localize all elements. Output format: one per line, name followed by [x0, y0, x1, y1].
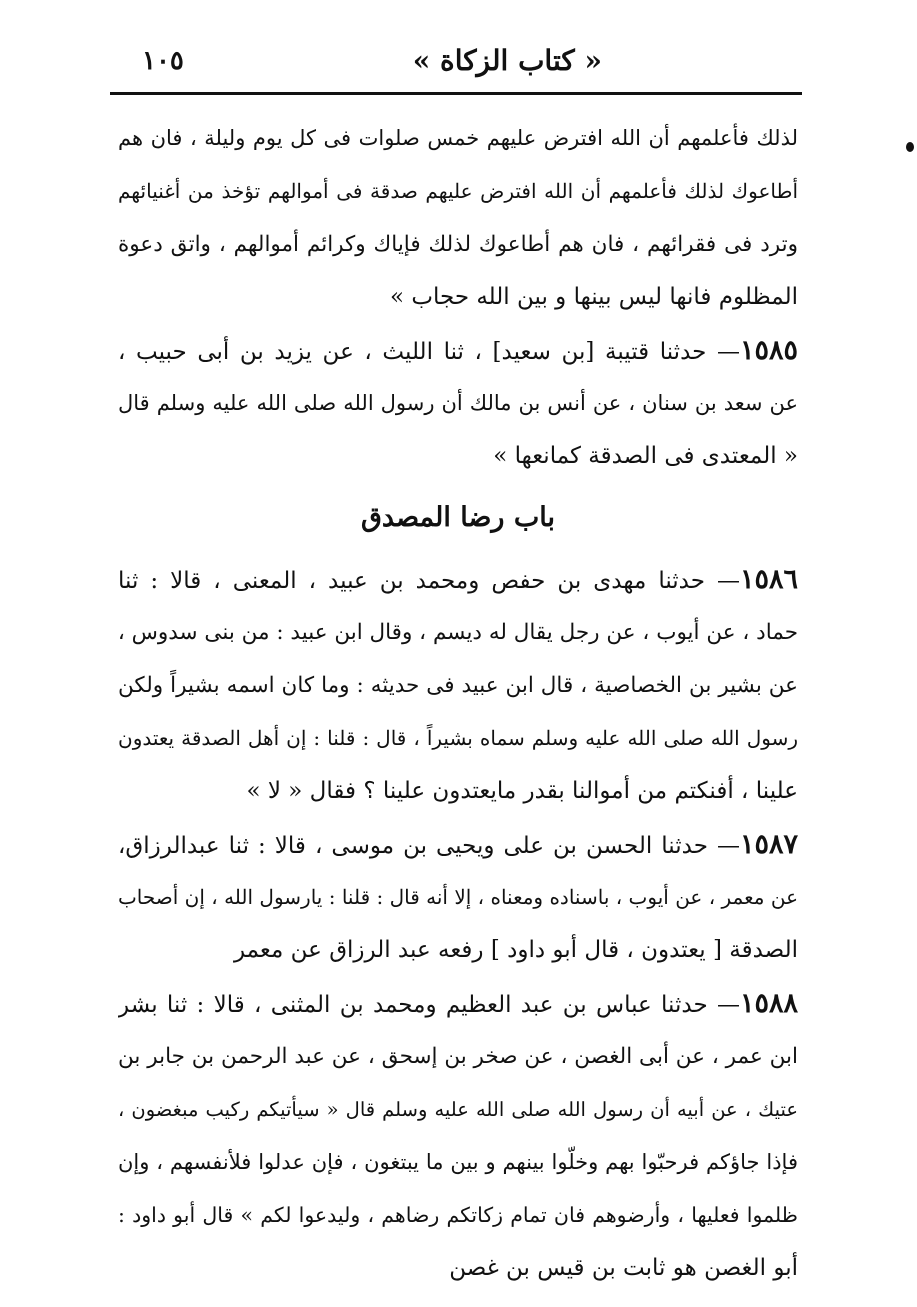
hadith-first-line	[118, 977, 798, 1030]
text-line: عن بشير بن الخصاصية ، قال ابن عبيد فى حديثه : وما كان اسمه بشيراً ولكن	[118, 673, 798, 698]
text-line: أبو الغصن هو ثابت بن قيس بن غصن	[449, 1255, 798, 1281]
text-line: لذلك فأعلمهم أن الله افترض عليهم خمس صلوات فى كل يوم وليلة ، فان هم	[118, 126, 798, 150]
text-line: أطاعوك لذلك فأعلمهم أن الله افترض عليهم صدقة فى أموالهم تؤخذ من أغنيائهم	[118, 179, 798, 203]
text-line: « المعتدى فى الصدقة كمانعها »	[493, 443, 798, 469]
hadith-first-line	[118, 553, 798, 606]
text-line: رسول الله صلى الله عليه وسلم سماه بشيراً ، قال : قلنا : إن أهل الصدقة يعتدون	[118, 726, 798, 750]
text-line: الصدقة [ يعتدون ، قال أبو داود ] رفعه عبد الرزاق عن معمر	[233, 937, 798, 963]
hadith-first-line	[118, 324, 798, 377]
text-line: ظلموا فعليها ، وأرضوهم فان تمام زكاتكم رضاهم ، وليدعوا لكم » قال أبو داود :	[118, 1203, 798, 1227]
hadith-first-line	[118, 818, 798, 871]
text-line: المظلوم فانها ليس بينها و بين الله حجاب »	[389, 284, 798, 310]
page-body	[118, 112, 798, 1295]
text-line: عتيك ، عن أبيه أن رسول الله صلى الله عليه وسلم قال « سيأتيكم ركيب مبغضون ،	[118, 1098, 798, 1121]
text-line: — حدثنا مهدى بن حفص ومحمد بن عبيد ، المعنى ، قالا : ثنا	[118, 568, 740, 594]
hadith-number: ١٥٨٦	[739, 564, 798, 595]
hadith-number: ١٥٨٥	[739, 335, 798, 366]
text-line: — حدثنا قتيبة [بن سعيد] ، ثنا الليث ، عن يزيد بن أبى حبيب ،	[118, 339, 740, 365]
text-line: ابن عمر ، عن أبى الغصن ، عن صخر بن إسحق ، عن عبد الرحمن بن جابر بن	[118, 1044, 798, 1069]
hadith-number: ١٥٨٨	[739, 988, 798, 1019]
text-line: فإذا جاؤكم فرحبّوا بهم وخلّوا بينهم و بين ما يبتغون ، فإن عدلوا فلأنفسهم ، وإن	[118, 1150, 798, 1174]
text-line: وترد فى فقرائهم ، فان هم أطاعوك لذلك فإياك وكرائم أموالهم ، واتق دعوة	[118, 232, 798, 257]
page-number: ١٠٥	[142, 46, 184, 76]
running-title: « كتاب الزكاة »	[412, 44, 602, 77]
margin-mark	[906, 142, 914, 152]
text-line: علينا ، أفنكتم من أموالنا بقدر مايعتدون علينا ؟ فقال « لا »	[246, 778, 798, 804]
text-line: عن معمر ، عن أيوب ، باسناده ومعناه ، إلا أنه قال : قلنا : يارسول الله ، إن أصحاب	[118, 885, 798, 909]
text-line: — حدثنا الحسن بن على ويحيى بن موسى ، قالا : ثنا عبدالرزاق،	[118, 833, 740, 859]
header-rule	[110, 92, 802, 95]
section-heading: باب رضا المصدق	[360, 502, 556, 533]
text-line: عن سعد بن سنان ، عن أنس بن مالك أن رسول الله صلى الله عليه وسلم قال	[118, 391, 798, 415]
text-line: حماد ، عن أيوب ، عن رجل يقال له ديسم ، وقال ابن عبيد : من بنى سدوس ،	[118, 620, 798, 645]
hadith-number: ١٥٨٧	[739, 829, 798, 860]
text-line: — حدثنا عباس بن عبد العظيم ومحمد بن المثنى ، قالا : ثنا بشر	[118, 992, 740, 1018]
page-header	[112, 36, 802, 86]
